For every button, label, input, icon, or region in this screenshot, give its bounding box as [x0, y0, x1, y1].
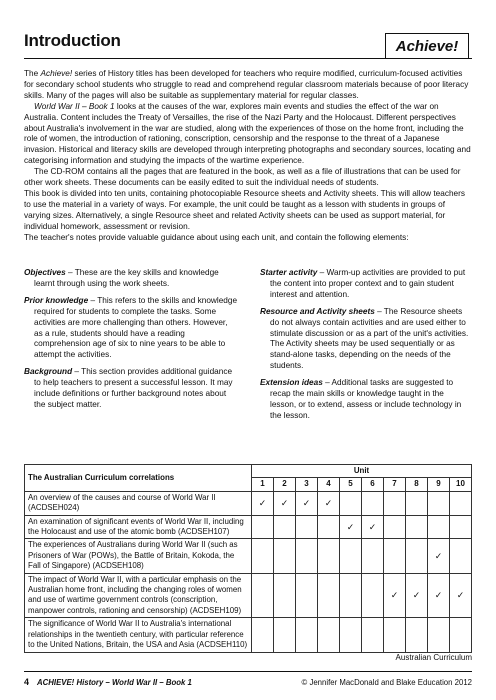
- unit-number-9: 9: [428, 478, 450, 491]
- page-title: Introduction: [24, 31, 121, 50]
- table-row: [25, 618, 472, 652]
- element-background: Background – This section provides additional guidance to help teachers to present a successful lesson. It may include definitions or further background notes about the subject matter.: [24, 367, 233, 409]
- unit-cell: [274, 515, 296, 539]
- unit-number-6: 6: [362, 478, 384, 491]
- series-name: Achieve!: [40, 69, 73, 78]
- unit-number-8: 8: [406, 478, 428, 491]
- series-logo: Achieve!: [385, 33, 469, 59]
- book-name: World War II – Book 1: [34, 101, 115, 111]
- unit-number-5: 5: [340, 478, 362, 491]
- intro-paragraph-3: The CD-ROM contains all the pages that are featured in the book, as well as a file of illustrations that can be used for other work sheets. These documents can be easily edited to suit the individual needs of students.: [24, 167, 461, 188]
- unit-cell: [384, 618, 406, 652]
- element-extension-ideas: Extension ideas – Additional tasks are suggested to recap the main skills or knowledge taught in the lesson, or to extend, assess or include technology in the lesson.: [260, 378, 462, 420]
- unit-label: Unit: [252, 465, 472, 478]
- footer-copyright: © Jennifer MacDonald and Blake Education 2012: [301, 677, 472, 687]
- unit-cell: [428, 515, 450, 539]
- element-resource-activity-sheets: Resource and Activity sheets – The Resource sheets do not always contain activities and are used either to stimulate discussion or as a part of the unit's activities. The Activity sheets may be used sequentially or as stand-alone tasks, depending on the needs of the students.: [260, 306, 469, 371]
- table-row: [25, 515, 472, 539]
- unit-cell: [318, 539, 340, 573]
- teacher-notes-elements: [24, 268, 472, 428]
- unit-cell: [274, 618, 296, 652]
- unit-cell: [428, 491, 450, 515]
- unit-cell: [428, 618, 450, 652]
- unit-cell: [384, 491, 406, 515]
- unit-cell: [340, 618, 362, 652]
- intro-paragraph-5: The teacher's notes provide valuable guidance about using each unit, and contain the following elements:: [24, 232, 409, 242]
- unit-cell: [362, 573, 384, 618]
- table-caption: Australian Curriculum: [395, 653, 472, 662]
- unit-number-2: 2: [274, 478, 296, 491]
- unit-cell: [252, 618, 274, 652]
- unit-number-4: 4: [318, 478, 340, 491]
- footer-book-title: ACHIEVE! History – World War II – Book 1: [37, 677, 192, 687]
- curriculum-correlations-table: [24, 464, 472, 653]
- check-mark-icon: ✓: [406, 573, 428, 618]
- unit-cell: [252, 515, 274, 539]
- element-starter-activity: Starter activity – Warm-up activities are provided to put the content into proper context and to gain student interest and attention.: [260, 268, 466, 299]
- check-mark-icon: ✓: [252, 491, 274, 515]
- check-mark-icon: ✓: [296, 491, 318, 515]
- unit-cell: [384, 539, 406, 573]
- unit-cell: [318, 515, 340, 539]
- unit-cell: [318, 573, 340, 618]
- element-objectives: Objectives – These are the key skills and knowledge learnt through using the work sheets.: [24, 268, 219, 288]
- unit-cell: [406, 618, 428, 652]
- unit-cell: [252, 573, 274, 618]
- unit-number-1: 1: [252, 478, 274, 491]
- unit-number-10: 10: [450, 478, 472, 491]
- check-mark-icon: ✓: [450, 573, 472, 618]
- unit-cell: [450, 491, 472, 515]
- table-row: [25, 573, 472, 618]
- unit-cell: [362, 618, 384, 652]
- check-mark-icon: ✓: [362, 515, 384, 539]
- unit-cell: [340, 491, 362, 515]
- unit-cell: [384, 515, 406, 539]
- table-heading: The Australian Curriculum correlations: [25, 465, 252, 492]
- unit-cell: [362, 539, 384, 573]
- intro-paragraph-1: The Achieve! series of History titles has been developed for teachers who require modified, curriculum-focused activities for secondary school students who struggle to read and comprehend regular classroom materials because of poor literacy skills. Many of the pages will also be suitable as supplementary material for regular classes.: [24, 69, 469, 100]
- intro-paragraph-4: This book is divided into ten units, containing photocopiable Resource sheets and Activity sheets. This will allow teachers to use the material in a variety of ways. For example, the unit could be taught as a lesson with students in groups of varying sizes. Alternatively, a single Resource sheet and related Activity sheets can be used as support material, for individual homework, assessment or revision.: [24, 188, 466, 231]
- unit-cell: [296, 573, 318, 618]
- unit-cell: [406, 539, 428, 573]
- page-number: 4: [24, 677, 30, 687]
- curriculum-description: The experiences of Australians during World War II (such as Prisoners of War (POWs), the Battle of Britain, Kokoda, the Fall of Singapore) (ACDSEH108): [25, 539, 252, 573]
- page-footer: [24, 671, 472, 687]
- check-mark-icon: ✓: [428, 573, 450, 618]
- unit-cell: [296, 618, 318, 652]
- curriculum-description: An overview of the causes and course of World War II (ACDSEH024): [25, 491, 252, 515]
- unit-cell: [296, 515, 318, 539]
- unit-cell: [406, 515, 428, 539]
- curriculum-description: The impact of World War II, with a particular emphasis on the Australian home front, including the changing roles of women and use of wartime government controls (conscription, manpower controls, rationing and censorship) (ACDSEH109): [25, 573, 252, 618]
- unit-cell: [296, 539, 318, 573]
- unit-cell: [450, 618, 472, 652]
- unit-cell: [406, 491, 428, 515]
- unit-cell: [274, 539, 296, 573]
- curriculum-description: The significance of World War II to Australia's international relationships in the twentieth century, with particular reference to the United Nations, Britain, the USA and Asia (ACDSEH110): [25, 618, 252, 652]
- unit-cell: [340, 573, 362, 618]
- element-prior-knowledge: Prior knowledge – This refers to the skills and knowledge required for students to complete the tasks. Some activities are more challenging than others. However, as a rule, students should have a reading comprehension age of six to nine years to be able to attempt the activities.: [24, 295, 238, 360]
- unit-cell: [274, 573, 296, 618]
- unit-cell: [450, 539, 472, 573]
- unit-cell: [362, 491, 384, 515]
- check-mark-icon: ✓: [318, 491, 340, 515]
- curriculum-description: An examination of significant events of World War II, including the Holocaust and use of the atomic bomb (ACDSEH107): [25, 515, 252, 539]
- elements-right-column: [260, 268, 472, 428]
- table-row: [25, 491, 472, 515]
- unit-cell: [252, 539, 274, 573]
- unit-cell: [318, 618, 340, 652]
- table-row: [25, 539, 472, 573]
- intro-text: [24, 69, 472, 244]
- intro-paragraph-2: World War II – Book 1 looks at the causes of the war, explores main events and studies the effect of the war on Australia. Content includes the Treaty of Versailles, the rise of the Nazi Party and the Holocaust. Different perspectives about Australia's involvement in the war are studied, along with the experiences of those on the home front, including the role of women, the introduction of rationing, conscription, censorship and the response to the threat of a Japanese invasion. Historical and literacy skills are developed through interpreting photographs and secondary sources, locating and categorising information and studying the impacts of the wartime experience.: [24, 101, 471, 166]
- check-mark-icon: ✓: [428, 539, 450, 573]
- unit-cell: [340, 539, 362, 573]
- check-mark-icon: ✓: [384, 573, 406, 618]
- unit-number-3: 3: [296, 478, 318, 491]
- check-mark-icon: ✓: [340, 515, 362, 539]
- unit-cell: [450, 515, 472, 539]
- table-body: [25, 491, 472, 652]
- unit-number-7: 7: [384, 478, 406, 491]
- check-mark-icon: ✓: [274, 491, 296, 515]
- elements-left-column: [24, 268, 238, 428]
- table-header-row: [25, 465, 472, 478]
